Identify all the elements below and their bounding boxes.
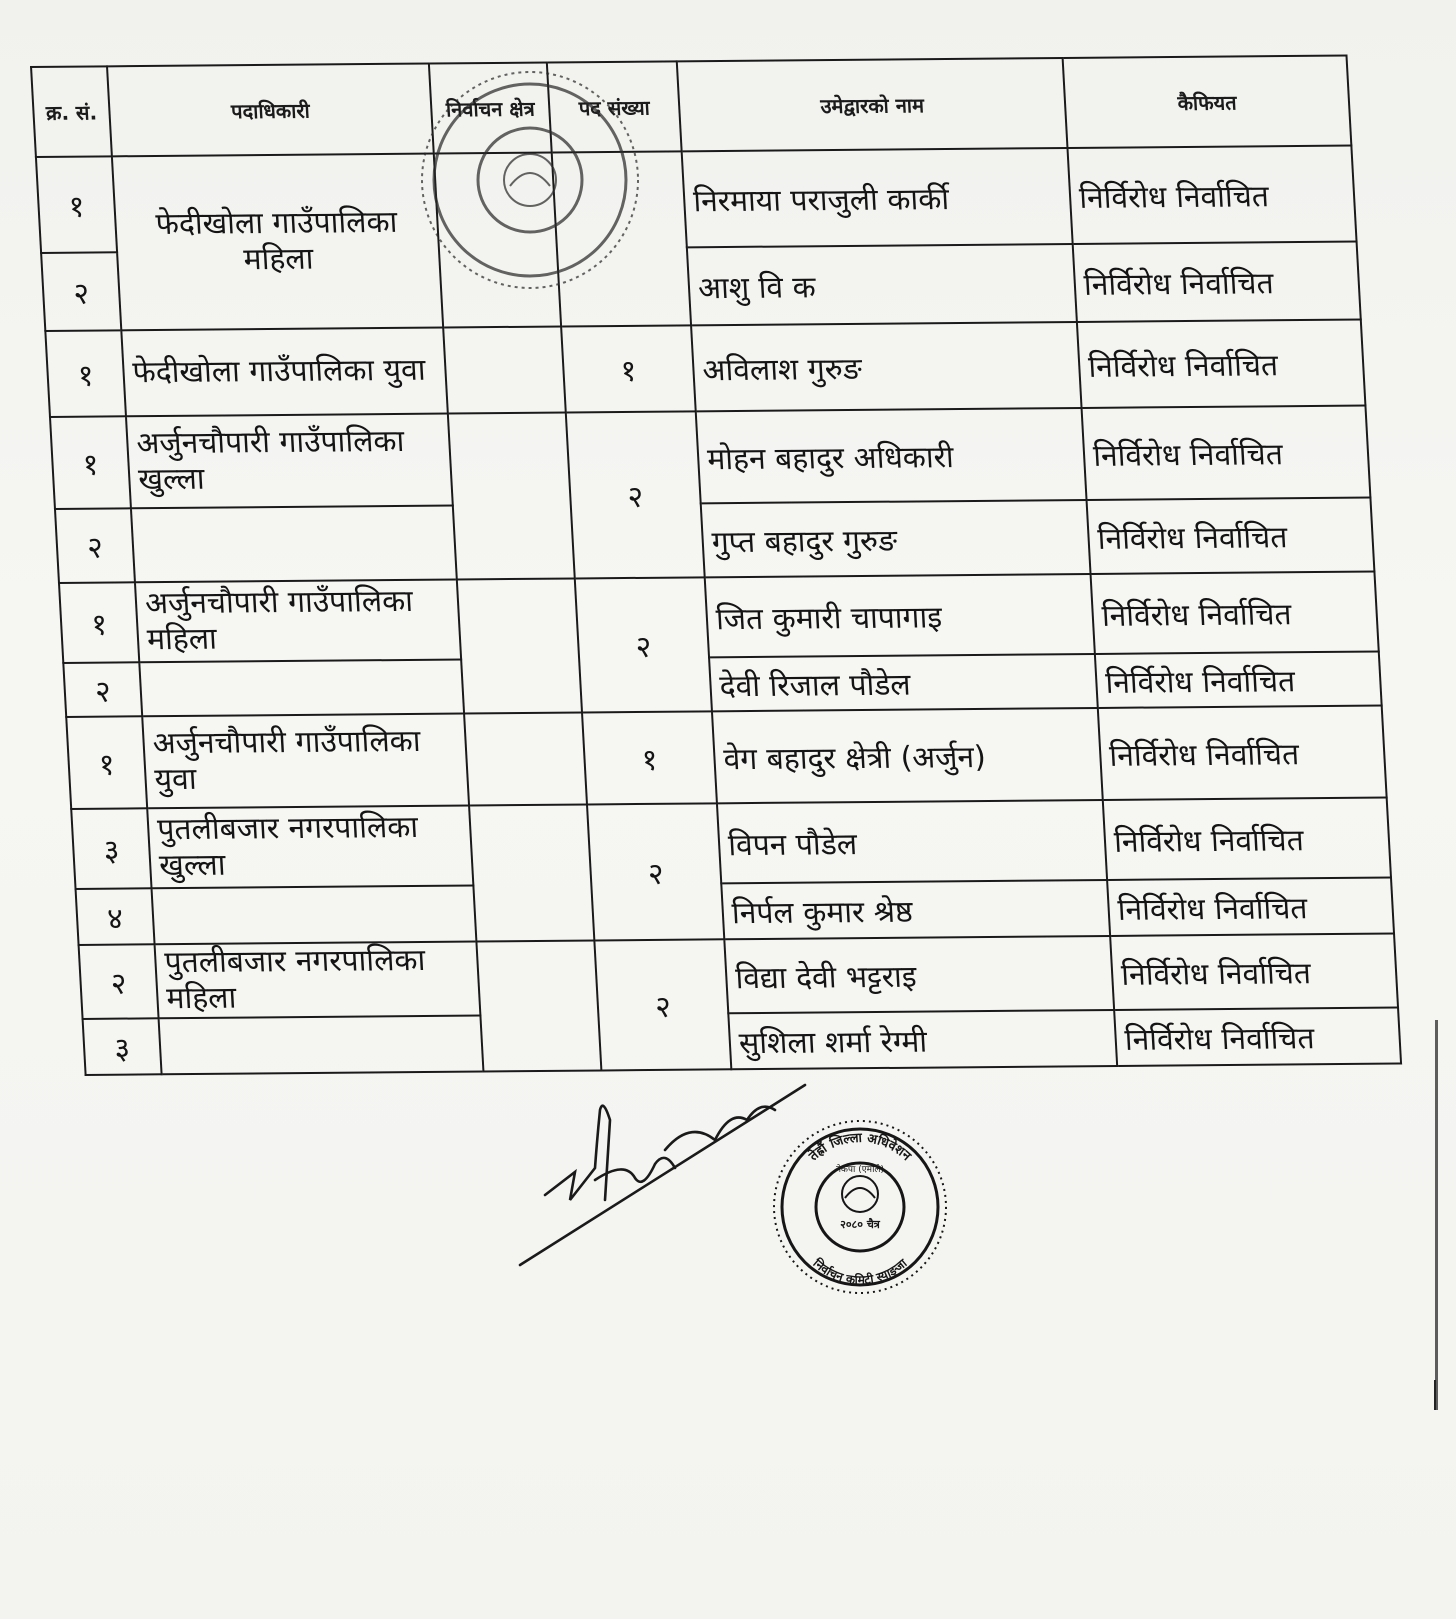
row-remark: निर्विरोध निर्वाचित: [1082, 405, 1371, 499]
table-header-row: [31, 56, 1351, 157]
row-area: [476, 940, 601, 1071]
table-row: [50, 405, 1370, 508]
row-area: [448, 412, 575, 579]
row-sn: १: [66, 716, 147, 809]
row-seats: २: [587, 803, 724, 940]
row-candidate-name: देवी रिजाल पौडेल: [709, 654, 1098, 711]
stamp-bottom-text: निर्वाचन कमिटी स्याङ्जा: [810, 1256, 910, 1287]
row-sn: २: [79, 944, 159, 1019]
table-row: [71, 797, 1391, 888]
row-post: पुतलीबजार नगरपालिका खुल्ला: [147, 805, 473, 888]
row-remark: निर्विरोध निर्वाचित: [1077, 319, 1366, 407]
stamp-date: २०८० चैत्र: [840, 1218, 880, 1231]
row-seats: १: [561, 325, 696, 412]
header-area: निर्वाचन क्षेत्र: [429, 62, 552, 153]
row-sn: ४: [76, 888, 155, 945]
row-sn: २: [63, 662, 142, 717]
row-area: [464, 712, 587, 805]
row-post: पुतलीबजार नगरपालिका महिला: [155, 941, 481, 1018]
row-remark: निर्विरोध निर्वाचित: [1087, 497, 1375, 573]
row-post: [159, 1015, 484, 1074]
row-sn: १: [59, 582, 139, 663]
election-committee-stamp: [765, 1112, 955, 1302]
row-post: अर्जुनचौपारी गाउँपालिका महिला: [135, 579, 461, 662]
row-candidate-name: सुशिला शर्मा रेग्मी: [728, 1010, 1117, 1069]
row-remark: निर्विरोध निर्वाचित: [1110, 933, 1398, 1009]
table-row: [83, 1007, 1401, 1074]
svg-text:तेह्रौं जिल्ला अधिवेशन: [805, 1131, 914, 1165]
row-remark: निर्विरोध निर्वाचित: [1073, 242, 1361, 322]
row-candidate-name: गुप्त बहादुर गुरुङ: [701, 500, 1091, 577]
page-edge-shadow: [1435, 1020, 1438, 1410]
header-post: पदाधिकारी: [107, 64, 434, 157]
row-seats: २: [594, 939, 731, 1070]
row-candidate-name: जित कुमारी चापागाइ: [705, 574, 1095, 657]
row-candidate-name: निरमाया पराजुली कार्की: [682, 148, 1073, 247]
row-sn: २: [55, 508, 135, 583]
row-seats: २: [575, 577, 712, 712]
row-remark: निर्विरोध निर्वाचित: [1098, 705, 1387, 799]
row-sn: २: [41, 252, 121, 331]
table-row: [79, 933, 1398, 1018]
table-row: [66, 705, 1386, 808]
row-sn: १: [45, 330, 126, 417]
row-sn: १: [36, 156, 117, 253]
candidate-table: [30, 54, 1402, 1075]
row-post: [152, 885, 477, 944]
row-sn: ३: [71, 808, 151, 889]
table-row: [59, 571, 1379, 662]
row-seats: २: [566, 411, 705, 578]
row-post: [131, 506, 457, 583]
header-name: उमेद्वारको नाम: [677, 58, 1068, 151]
row-post: फेदीखोला गाउँपालिका युवा: [121, 328, 448, 417]
row-sn: १: [50, 416, 131, 509]
header-remark: कैफियत: [1063, 56, 1352, 148]
row-remark: निर्विरोध निर्वाचित: [1095, 651, 1382, 707]
row-post: फेदीखोला गाउँपालिका महिला: [112, 154, 443, 331]
row-remark: निर्विरोध निर्वाचित: [1067, 146, 1356, 244]
row-area: [469, 804, 594, 941]
svg-text:निर्वाचन कमिटी स्याङ्जा: [810, 1255, 911, 1287]
row-area: [443, 326, 566, 413]
row-candidate-name: अविलाश गुरुङ: [691, 322, 1081, 411]
row-remark: निर्विरोध निर्वाचित: [1091, 571, 1379, 653]
page-edge-shadow: [1434, 1380, 1436, 1410]
stamp-top-text: तेह्रौं जिल्ला अधिवेशन: [806, 1130, 914, 1165]
row-area: [457, 578, 582, 713]
row-candidate-name: आशु वि क: [687, 244, 1077, 325]
header-sn: क्र. सं.: [31, 66, 112, 157]
row-remark: निर्विरोध निर्वाचित: [1107, 877, 1394, 935]
row-seats: १: [582, 711, 717, 804]
row-candidate-name: वेग बहादुर क्षेत्री (अर्जुन): [712, 708, 1103, 803]
row-post: [139, 659, 464, 716]
row-candidate-name: विपन पौडेल: [717, 800, 1107, 883]
row-candidate-name: निर्पल कुमार श्रेष्ठ: [721, 880, 1110, 939]
table-row: [45, 319, 1365, 416]
row-candidate-name: विद्या देवी भट्टराइ: [724, 936, 1114, 1013]
header-seats: पद संख्या: [547, 61, 682, 152]
party-stamp-faded: [410, 60, 650, 300]
row-remark: निर्विरोध निर्वाचित: [1103, 797, 1391, 879]
stamp-left-text: नेकपा (एमाले): [835, 1165, 885, 1175]
row-sn: ३: [83, 1018, 162, 1075]
table-row: [36, 146, 1357, 253]
table-row: [55, 497, 1374, 582]
row-candidate-name: मोहन बहादुर अधिकारी: [696, 408, 1087, 503]
row-remark: निर्विरोध निर्वाचित: [1114, 1007, 1401, 1065]
row-post: अर्जुनचौपारी गाउँपालिका खुल्ला: [126, 414, 453, 509]
row-post: अर्जुनचौपारी गाउँपालिका युवा: [142, 713, 469, 808]
